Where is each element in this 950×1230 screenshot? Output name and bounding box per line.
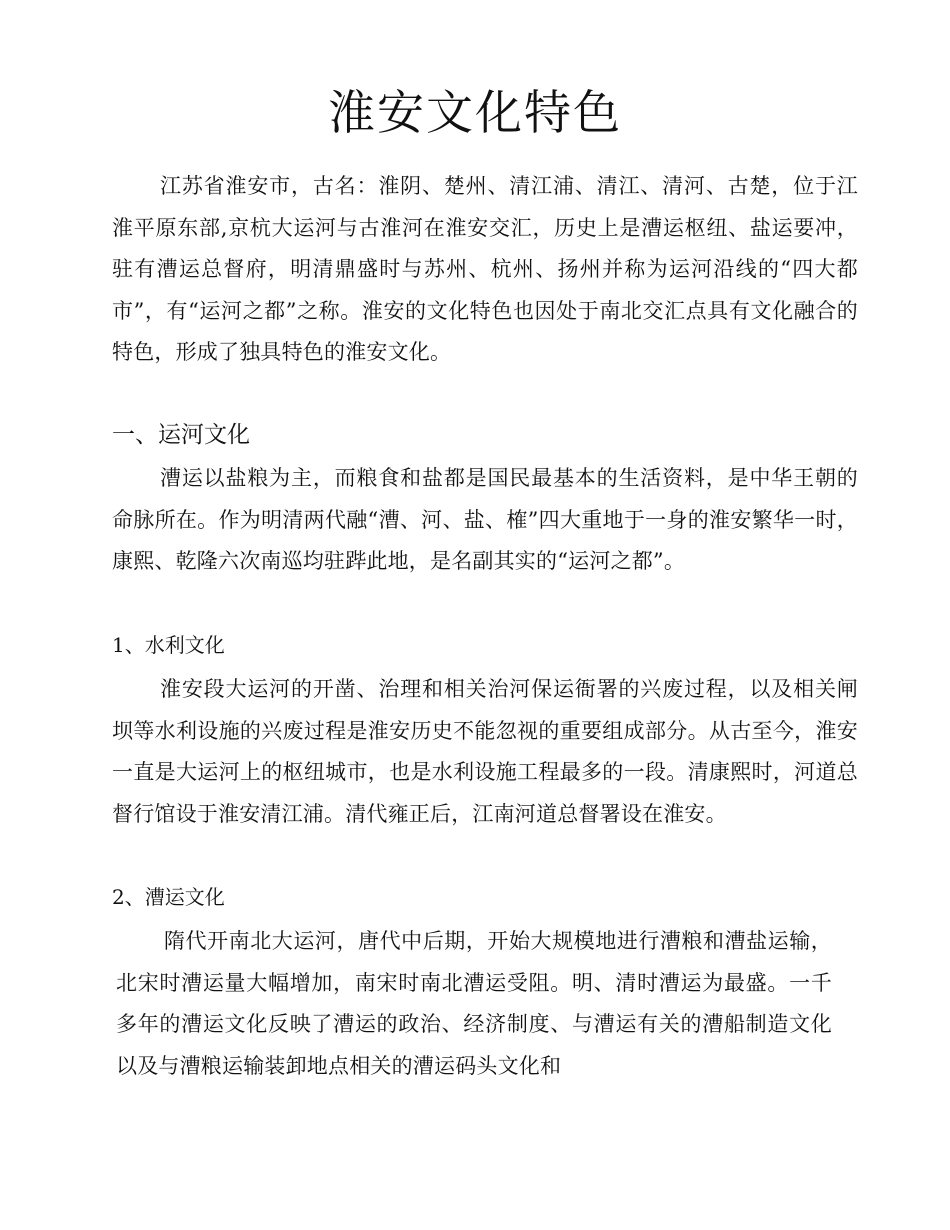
subsection-heading-water-conservancy: 1、水利文化 bbox=[112, 633, 225, 657]
canal-culture-paragraph: 漕运以盐粮为主，而粮食和盐都是国民最基本的生活资料，是中华王朝的命脉所在。作为明清两代融“漕、河、盐、榷”四大重地于一身的淮安繁华一时，康熙、乾隆六次南巡均驻跸此地，是名副其实的“运河之都”。 bbox=[112, 466, 858, 574]
intro-paragraph: 江苏省淮安市，古名：淮阴、楚州、清江浦、清江、清河、古楚，位于江淮平原东部,京杭大运河与古淮河在淮安交汇，历史上是漕运枢纽、盐运要冲，驻有漕运总督府，明清鼎盛时与苏州、杭州、扬州并称为运河沿线的“四大都市”，有“运河之都”之称。淮安的文化特色也因处于南北交汇点具有文化融合的特色，形成了独具特色的淮安文化。 bbox=[112, 174, 858, 365]
page-title: 淮安文化特色 bbox=[328, 86, 622, 141]
section-heading-canal-culture: 一、运河文化 bbox=[112, 422, 250, 448]
water-conservancy-paragraph: 淮安段大运河的开凿、治理和相关治河保运衙署的兴废过程，以及相关闸坝等水利设施的兴废过程是淮安历史不能忽视的重要组成部分。从古至今，淮安一直是大运河上的枢纽城市，也是水利设施工程最多的一段。清康熙时，河道总督行馆设于淮安清江浦。清代雍正后，江南河道总督署设在淮安。 bbox=[112, 677, 858, 826]
grain-transport-paragraph: 隋代开南北大运河，唐代中后期，开始大规模地进行漕粮和漕盐运输，北宋时漕运量大幅增加，南宋时南北漕运受阻。明、清时漕运为最盛。一千多年的漕运文化反映了漕运的政治、经济制度、与漕运有关的漕船制造文化以及与漕粮运输装卸地点相关的漕运码头文化和 bbox=[116, 929, 832, 1078]
subsection-heading-grain-transport: 2、漕运文化 bbox=[112, 885, 225, 909]
